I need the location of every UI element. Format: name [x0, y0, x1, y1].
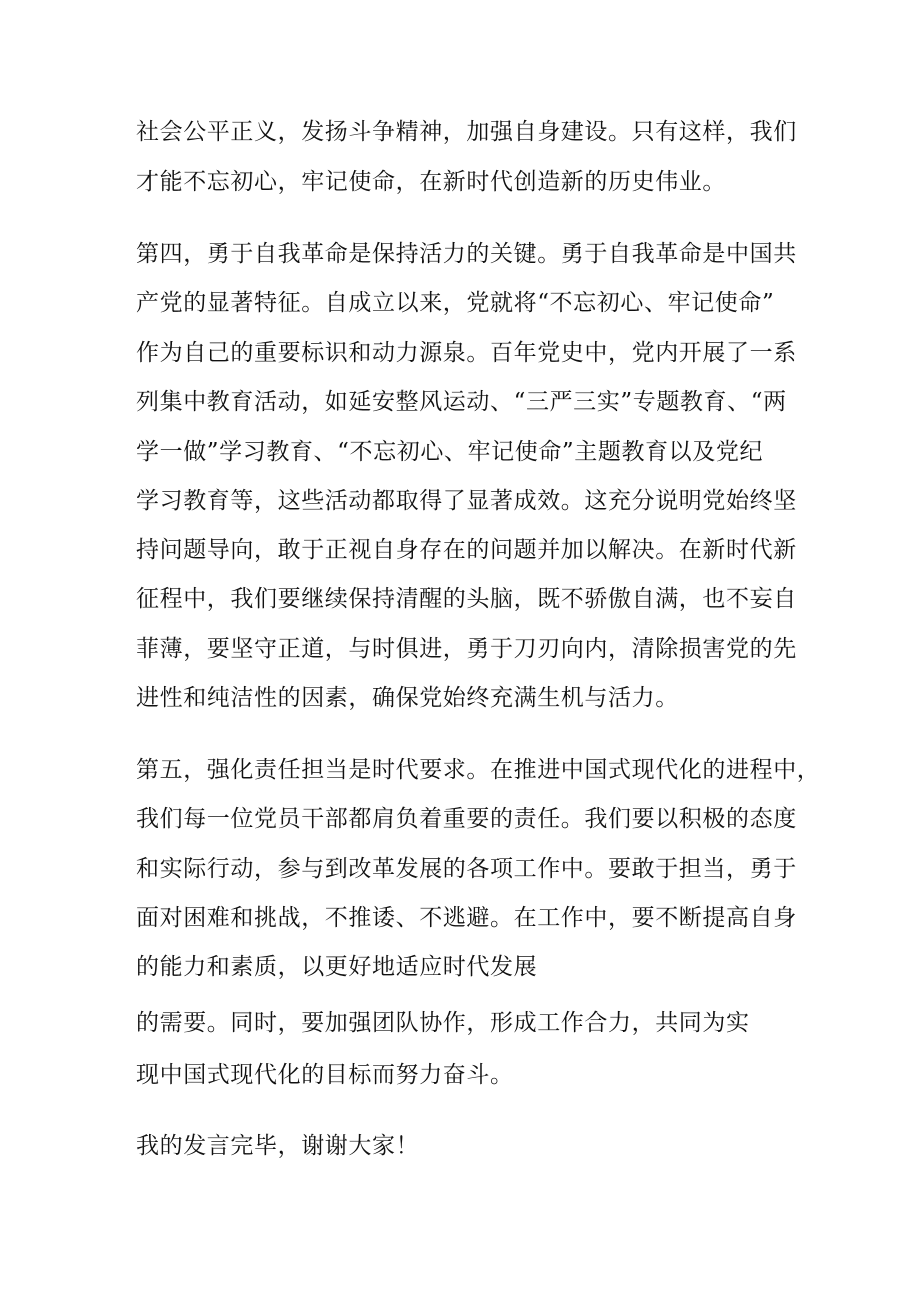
text-line: 持问题导向，敢于正视自身存在的问题并加以解决。在新时代新 — [136, 537, 797, 563]
text-line: 第五，强化责任担当是时代要求。在推进中国式现代化的进程中， — [136, 757, 821, 783]
text-line: 才能不忘初心，牢记使命，在新时代创造新的历史伟业。 — [136, 169, 726, 195]
text-line: 我们每一位党员干部都肩负着重要的责任。我们要以积极的态度 — [136, 806, 797, 832]
text-line: 我的发言完毕，谢谢大家！ — [136, 1133, 420, 1159]
text-line: 列集中教育活动，如延安整风运动、“三严三实”专题教育、“两 — [136, 389, 787, 415]
text-line: 面对困难和挑战，不推诿、不逃避。在工作中，要不断提高自身 — [136, 905, 797, 931]
text-line: 学习教育等，这些活动都取得了显著成效。这充分说明党始终坚 — [136, 488, 797, 514]
text-line: 社会公平正义，发扬斗争精神，加强自身建设。只有这样，我们 — [136, 119, 797, 145]
text-line: 菲薄，要坚守正道，与时俱进，勇于刀刃向内，清除损害党的先 — [136, 636, 797, 662]
text-line: 现中国式现代化的目标而努力奋斗。 — [136, 1062, 514, 1088]
text-line: 第四，勇于自我革命是保持活力的关键。勇于自我革命是中国共 — [136, 241, 797, 267]
text-line: 征程中，我们要继续保持清醒的头脑，既不骄傲自满，也不妄自 — [136, 586, 797, 612]
text-line: 的需要。同时，要加强团队协作，形成工作合力，共同为实 — [136, 1010, 750, 1036]
text-line: 产党的显著特征。自成立以来，党就将“不忘初心、牢记使命” — [136, 290, 775, 316]
text-line: 和实际行动，参与到改革发展的各项工作中。要敢于担当，勇于 — [136, 856, 797, 882]
text-line: 的能力和素质，以更好地适应时代发展 — [136, 954, 538, 980]
text-line: 学一做”学习教育、“不忘初心、牢记使命”主题教育以及党纪 — [136, 439, 764, 465]
text-line: 进性和纯洁性的因素，确保党始终充满生机与活力。 — [136, 685, 679, 711]
text-line: 作为自己的重要标识和动力源泉。百年党史中，党内开展了一系 — [136, 340, 797, 366]
